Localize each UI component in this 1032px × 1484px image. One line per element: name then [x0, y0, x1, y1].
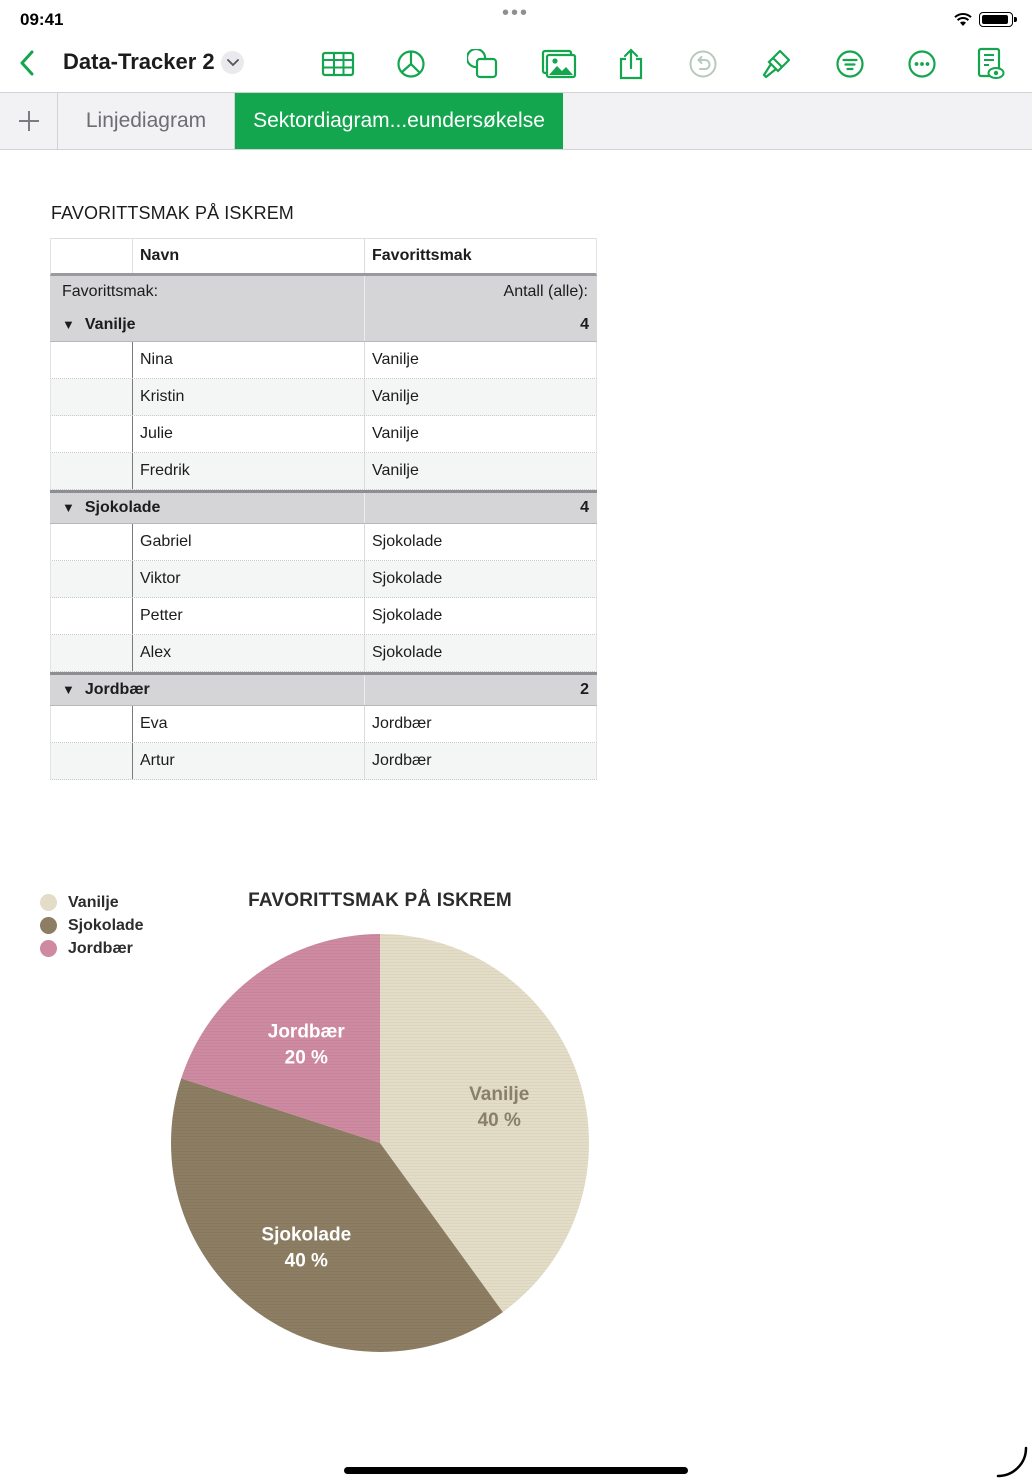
- undo-button[interactable]: [683, 44, 723, 84]
- cell-favorittsmak[interactable]: Vanilje: [372, 351, 419, 368]
- legend-label: Jordbær: [68, 939, 133, 957]
- cell-navn[interactable]: Fredrik: [133, 453, 365, 489]
- title-menu-button[interactable]: [221, 51, 244, 74]
- table-row[interactable]: [50, 561, 597, 598]
- legend-swatch: [40, 894, 57, 911]
- table-row[interactable]: [50, 416, 597, 453]
- insert-table-button[interactable]: [318, 44, 358, 84]
- cell-favorittsmak[interactable]: Sjokolade: [372, 607, 443, 624]
- table-row[interactable]: [50, 379, 597, 416]
- slice-label-value: 20 %: [284, 1047, 328, 1069]
- cell-favorittsmak[interactable]: Vanilje: [372, 388, 419, 405]
- filter-icon: [835, 49, 865, 79]
- cell-navn[interactable]: Gabriel: [133, 524, 365, 560]
- slice-label-name: Jordbær: [267, 1021, 345, 1043]
- pie-chart[interactable]: [160, 925, 600, 1365]
- cell-favorittsmak[interactable]: Sjokolade: [372, 570, 443, 587]
- column-header-navn[interactable]: Navn: [133, 239, 365, 273]
- tab-sektordiagram[interactable]: Sektordiagram...eundersøkelse: [235, 93, 563, 149]
- legend-item-0: [40, 891, 144, 914]
- cell-navn[interactable]: Petter: [133, 598, 365, 634]
- legend-swatch: [40, 917, 57, 934]
- chart-legend[interactable]: [40, 891, 144, 960]
- group-row-sjokolade[interactable]: [50, 490, 597, 524]
- group-name: Vanilje: [84, 315, 136, 333]
- add-sheet-button[interactable]: [0, 93, 58, 149]
- disclosure-triangle-icon[interactable]: ▼: [62, 500, 75, 515]
- table-header-row: [50, 238, 597, 276]
- organize-button[interactable]: [830, 44, 870, 84]
- cell-navn[interactable]: Nina: [133, 342, 365, 378]
- count-column-label: Antall (alle):: [503, 283, 588, 300]
- format-button[interactable]: [756, 44, 796, 84]
- plus-icon: [17, 109, 41, 133]
- home-indicator[interactable]: [344, 1467, 688, 1474]
- column-header-favorittsmak[interactable]: Favorittsmak: [372, 247, 472, 264]
- cell-navn[interactable]: Viktor: [133, 561, 365, 597]
- document-title[interactable]: Data-Tracker 2: [63, 49, 215, 74]
- table-icon: [321, 51, 355, 77]
- reading-view-button[interactable]: [970, 44, 1010, 84]
- slice-label-name: Vanilje: [469, 1084, 530, 1106]
- pivot-table: [50, 238, 597, 780]
- ellipsis-icon: [907, 49, 937, 79]
- more-button[interactable]: [902, 44, 942, 84]
- undo-icon: [688, 49, 718, 79]
- legend-item-1: [40, 914, 144, 937]
- share-button[interactable]: [611, 44, 651, 84]
- slice-label-value: 40 %: [284, 1250, 328, 1272]
- cell-favorittsmak[interactable]: Sjokolade: [372, 644, 443, 661]
- table-row[interactable]: [50, 524, 597, 561]
- legend-swatch: [40, 940, 57, 957]
- status-bar: [0, 0, 1032, 38]
- chart-title: FAVORITTSMAK PÅ ISKREM: [248, 890, 512, 911]
- document-view-icon: [975, 47, 1005, 81]
- wifi-icon: [953, 12, 973, 27]
- category-column-label: Favorittsmak:: [62, 283, 159, 300]
- cell-favorittsmak[interactable]: Jordbær: [372, 752, 432, 769]
- disclosure-triangle-icon[interactable]: ▼: [62, 682, 75, 697]
- group-row-jordbær[interactable]: [50, 672, 597, 706]
- group-row-vanilje[interactable]: [50, 308, 597, 342]
- group-name: Jordbær: [84, 681, 150, 698]
- cell-favorittsmak[interactable]: Sjokolade: [372, 533, 443, 550]
- chevron-left-icon: [19, 50, 35, 76]
- category-header-row: [50, 276, 597, 308]
- disclosure-triangle-icon[interactable]: ▼: [62, 316, 75, 332]
- photo-icon: [541, 49, 577, 79]
- cell-navn[interactable]: Eva: [133, 706, 365, 742]
- cell-favorittsmak[interactable]: Vanilje: [372, 462, 419, 479]
- table-row[interactable]: [50, 453, 597, 490]
- share-icon: [618, 48, 644, 80]
- table-row[interactable]: [50, 342, 597, 379]
- back-button[interactable]: [10, 46, 44, 80]
- cell-favorittsmak[interactable]: Jordbær: [372, 715, 432, 732]
- legend-label: Vanilje: [68, 893, 119, 911]
- shapes-icon: [467, 49, 499, 79]
- group-count: 4: [580, 499, 589, 516]
- sheet-tabs: [0, 92, 1032, 150]
- cell-navn[interactable]: Kristin: [133, 379, 365, 415]
- cell-favorittsmak[interactable]: Vanilje: [372, 425, 419, 442]
- group-name: Sjokolade: [84, 499, 161, 516]
- table-title: FAVORITTSMAK PÅ ISKREM: [51, 203, 294, 223]
- legend-label: Sjokolade: [68, 916, 144, 934]
- group-count: 2: [580, 681, 589, 698]
- cell-navn[interactable]: Alex: [133, 635, 365, 671]
- chevron-down-icon: [227, 59, 239, 67]
- pie-chart-icon: [396, 49, 426, 79]
- paintbrush-icon: [760, 48, 792, 80]
- battery-icon: [979, 12, 1013, 27]
- toolbar: [0, 38, 1032, 92]
- insert-chart-button[interactable]: [391, 44, 431, 84]
- status-time: 09:41: [20, 10, 64, 29]
- scroll-indicator-icon: [990, 1440, 1030, 1480]
- tab-linjediagram[interactable]: Linjediagram: [58, 93, 235, 149]
- table-groups: [50, 308, 597, 780]
- cell-navn[interactable]: Julie: [133, 416, 365, 452]
- cell-navn[interactable]: Artur: [133, 743, 365, 779]
- slice-label-name: Sjokolade: [261, 1224, 352, 1246]
- table-row[interactable]: [50, 743, 597, 780]
- multitasking-dots[interactable]: •••: [502, 2, 530, 24]
- slice-label-value: 40 %: [477, 1110, 521, 1132]
- insert-media-button[interactable]: [539, 44, 579, 84]
- legend-item-2: [40, 937, 144, 960]
- table-row[interactable]: [50, 635, 597, 672]
- table-row[interactable]: [50, 598, 597, 635]
- table-row[interactable]: [50, 706, 597, 743]
- insert-shape-button[interactable]: [463, 44, 503, 84]
- group-count: 4: [580, 315, 589, 333]
